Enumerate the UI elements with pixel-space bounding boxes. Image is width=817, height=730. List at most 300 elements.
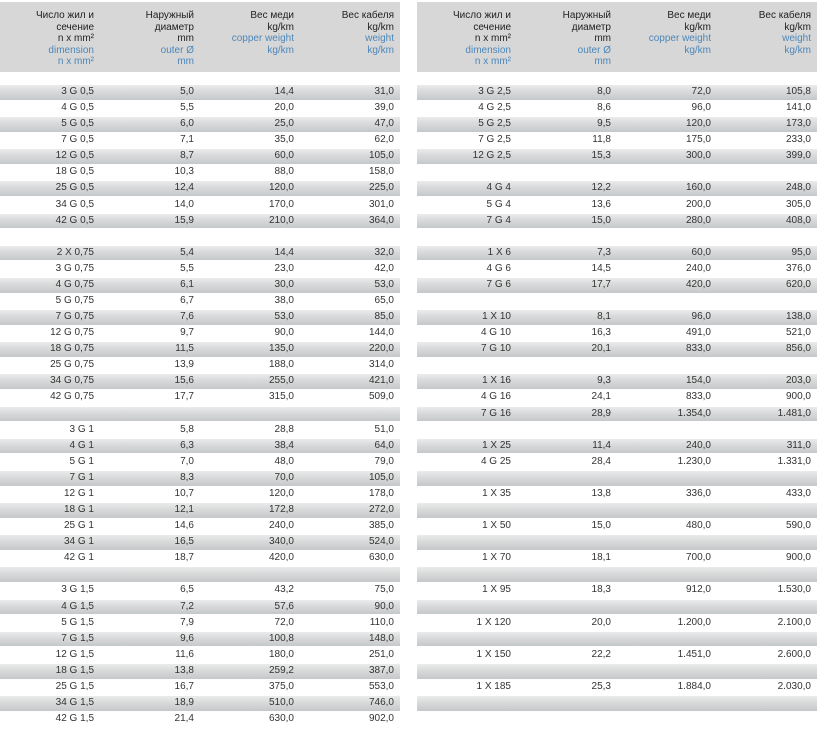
cell-outer-diameter: [517, 664, 617, 679]
cell-dimension: 34 G 1,5: [55, 696, 94, 708]
cell-outer-diameter: 5,5: [180, 262, 194, 274]
header-dimension-ru-line: n x mm²: [474, 33, 511, 44]
header-copper-weight: [200, 10, 300, 72]
cell-outer-diameter: 11,8: [592, 134, 611, 146]
cell-outer-diameter: 16,3: [591, 327, 611, 339]
cell-cable-weight: 85,0: [374, 311, 394, 323]
cell-dimension: 34 G 0,75: [50, 375, 94, 387]
cell-copper-weight: 1.230,0: [677, 455, 711, 467]
cell-outer-diameter: [517, 230, 617, 245]
cell-outer-diameter: 11,5: [175, 343, 194, 355]
cell-cable-weight: 233,0: [785, 134, 811, 146]
cell-outer-diameter: 15,6: [174, 375, 194, 387]
table-row: [417, 149, 817, 164]
table-row: [0, 696, 400, 711]
header-outer-diameter-ru-line: Наружный: [562, 10, 611, 21]
cell-cable-weight: 64,0: [374, 439, 394, 451]
cell-copper-weight: 200,0: [685, 198, 711, 210]
cell-dimension: 3 G 1: [69, 423, 94, 435]
cell-dimension: 1 X 120: [476, 616, 511, 628]
cell-outer-diameter: 16,7: [174, 680, 194, 692]
cell-outer-diameter: 8,0: [597, 86, 611, 97]
cell-copper-weight: 100,8: [268, 632, 294, 644]
spacer-row: [417, 294, 817, 309]
cell-outer-diameter: 13,6: [591, 198, 611, 210]
cell-copper-weight: 336,0: [685, 487, 711, 499]
cell-outer-diameter: [517, 696, 617, 711]
cell-copper-weight: 833,0: [685, 391, 711, 403]
cell-outer-diameter: 10,3: [174, 166, 194, 178]
cell-dimension: 1 X 10: [482, 311, 511, 323]
cell-dimension: [417, 632, 517, 647]
cell-copper-weight: 833,0: [685, 343, 711, 355]
cell-outer-diameter: 13,9: [174, 359, 194, 371]
cell-copper-weight: [617, 294, 717, 309]
table-row: [417, 310, 817, 325]
cell-cable-weight: 31,0: [374, 86, 394, 97]
cell-copper-weight: 170,0: [268, 198, 294, 210]
header-cable-weight-en-line: weight: [365, 33, 394, 44]
table-row: [0, 342, 400, 357]
cell-outer-diameter: 15,9: [174, 214, 194, 226]
table-row: [0, 519, 400, 534]
cell-outer-diameter: 18,3: [591, 584, 611, 596]
cell-cable-weight: [717, 696, 817, 711]
cell-copper-weight: [617, 632, 717, 647]
cell-dimension: 4 G 10: [480, 327, 511, 339]
cell-dimension: 2 X 0,75: [56, 246, 94, 258]
header-outer-diameter-ru-line: mm: [594, 33, 611, 44]
cell-copper-weight: [617, 664, 717, 679]
cell-cable-weight: 225,0: [368, 182, 394, 194]
table-row: [417, 519, 817, 534]
cell-dimension: 3 G 2,5: [478, 86, 511, 97]
table-row: [417, 214, 817, 229]
cell-outer-diameter: [517, 471, 617, 486]
cell-outer-diameter: 7,9: [180, 616, 194, 628]
cell-cable-weight: 314,0: [368, 359, 394, 371]
cell-cable-weight: [717, 535, 817, 550]
cell-dimension: 1 X 6: [487, 246, 511, 258]
cell-copper-weight: 43,2: [274, 584, 294, 596]
cell-dimension: 7 G 1,5: [61, 632, 94, 644]
cell-outer-diameter: 8,3: [180, 471, 194, 483]
cell-dimension: 42 G 1,5: [55, 713, 94, 725]
header-dimension-ru-line: n x mm²: [57, 33, 94, 44]
cell-copper-weight: 280,0: [685, 214, 711, 226]
cell-copper-weight: 88,0: [274, 166, 294, 178]
spacer-row: [417, 600, 817, 615]
cell-outer-diameter: 21,4: [174, 713, 194, 725]
cell-copper-weight: 172,8: [268, 504, 294, 516]
cell-dimension: 18 G 1: [63, 504, 94, 516]
cell-outer-diameter: [517, 503, 617, 518]
cell-copper-weight: 72,0: [274, 616, 294, 628]
cell-copper-weight: [617, 567, 717, 582]
table-row: [417, 117, 817, 132]
cell-outer-diameter: [517, 632, 617, 647]
spacer-row: [417, 664, 817, 679]
cell-copper-weight: 375,0: [268, 680, 294, 692]
table-row: [0, 133, 400, 148]
header-dimension-en-line: dimension: [48, 44, 94, 56]
cell-dimension: [0, 567, 100, 582]
cell-outer-diameter: 7,3: [597, 246, 611, 258]
cell-outer-diameter: [517, 165, 617, 180]
cell-outer-diameter: 12,4: [174, 182, 194, 194]
header-outer-diameter-en-line: outer Ø: [577, 44, 611, 56]
table-row: [0, 278, 400, 293]
cell-cable-weight: 90,0: [374, 600, 394, 612]
cell-dimension: [417, 567, 517, 582]
cell-dimension: 25 G 1: [63, 520, 94, 532]
cell-outer-diameter: 9,6: [180, 632, 194, 644]
cell-outer-diameter: 6,1: [180, 278, 194, 290]
cell-cable-weight: 590,0: [785, 520, 811, 532]
cell-dimension: 12 G 0,75: [50, 327, 94, 339]
header-copper-weight-ru-line: kg/km: [684, 21, 711, 33]
cell-copper-weight: 175,0: [685, 134, 711, 146]
cell-dimension: 25 G 0,5: [55, 182, 94, 194]
cell-dimension: [0, 407, 100, 422]
cell-copper-weight: 510,0: [268, 696, 294, 708]
cell-cable-weight: [717, 712, 817, 727]
cell-dimension: 7 G 4: [486, 214, 511, 226]
cell-copper-weight: [200, 567, 300, 582]
cell-outer-diameter: 9,5: [597, 118, 611, 130]
cell-dimension: 4 G 25: [480, 455, 511, 467]
cell-copper-weight: 1.354,0: [677, 407, 711, 419]
cell-dimension: 42 G 0,5: [55, 214, 94, 226]
cell-cable-weight: 141,0: [785, 102, 811, 114]
cell-cable-weight: [717, 423, 817, 438]
cell-outer-diameter: 20,1: [591, 343, 611, 355]
cell-outer-diameter: 17,7: [591, 278, 611, 290]
cell-dimension: 7 G 0,75: [55, 311, 94, 323]
cell-cable-weight: 62,0: [374, 134, 394, 146]
spacer-row: [0, 567, 400, 582]
cell-dimension: 42 G 0,75: [50, 391, 94, 403]
cell-cable-weight: [717, 471, 817, 486]
cell-dimension: 5 G 1: [69, 455, 94, 467]
table-row: [417, 648, 817, 663]
cell-cable-weight: [717, 230, 817, 245]
cell-dimension: [417, 696, 517, 711]
spacer-row: [417, 230, 817, 245]
cell-dimension: 18 G 1,5: [55, 664, 94, 676]
table-row: [0, 487, 400, 502]
cell-cable-weight: 47,0: [374, 118, 394, 130]
cell-copper-weight: [617, 600, 717, 615]
table-row: [0, 117, 400, 132]
table-row: [0, 535, 400, 550]
cell-dimension: 1 X 35: [482, 487, 511, 499]
cell-cable-weight: 509,0: [368, 391, 394, 403]
cell-outer-diameter: 5,5: [180, 102, 194, 114]
table-body: [417, 85, 817, 728]
header-cable-weight-ru-line: kg/km: [784, 21, 811, 33]
cell-cable-weight: [300, 230, 400, 245]
cell-dimension: [417, 358, 517, 373]
header-copper-weight-ru-line: Вес меди: [250, 10, 294, 21]
cell-outer-diameter: 7,0: [180, 455, 194, 467]
cell-copper-weight: [617, 696, 717, 711]
cell-copper-weight: 240,0: [685, 439, 711, 451]
cell-dimension: 7 G 6: [486, 278, 511, 290]
cell-outer-diameter: 12,1: [174, 504, 194, 516]
cell-outer-diameter: [517, 712, 617, 727]
cell-dimension: 3 G 1,5: [61, 584, 94, 596]
cell-copper-weight: 160,0: [685, 182, 711, 194]
cell-copper-weight: 1.451,0: [677, 648, 711, 660]
cell-outer-diameter: 13,8: [174, 664, 194, 676]
cell-cable-weight: 301,0: [368, 198, 394, 210]
table-row: [0, 648, 400, 663]
header-outer-diameter: [517, 10, 617, 72]
cell-copper-weight: 60,0: [691, 246, 711, 258]
cell-cable-weight: 79,0: [374, 455, 394, 467]
header-outer-diameter-en-line: outer Ø: [160, 44, 194, 56]
table-row: [0, 85, 400, 100]
cell-copper-weight: 35,0: [274, 134, 294, 146]
cell-dimension: 3 G 0,5: [61, 86, 94, 97]
header-cable-weight-en-line: kg/km: [367, 44, 394, 56]
cell-cable-weight: 220,0: [368, 343, 394, 355]
cell-copper-weight: 315,0: [268, 391, 294, 403]
cell-outer-diameter: 24,1: [591, 391, 611, 403]
spacer-row: [417, 423, 817, 438]
table-row: [417, 246, 817, 261]
cell-outer-diameter: 15,3: [591, 150, 611, 162]
table-row: [0, 390, 400, 405]
cell-outer-diameter: 18,9: [174, 696, 194, 708]
cell-cable-weight: 2.600,0: [777, 648, 811, 660]
cell-copper-weight: 70,0: [274, 471, 294, 483]
cell-cable-weight: 248,0: [785, 182, 811, 194]
cell-dimension: 1 X 50: [482, 520, 511, 532]
spacer-row: [0, 407, 400, 422]
cell-copper-weight: 340,0: [268, 536, 294, 548]
cell-outer-diameter: [100, 407, 200, 422]
cell-cable-weight: 620,0: [785, 278, 811, 290]
cell-dimension: 42 G 1: [63, 552, 94, 564]
cell-outer-diameter: 8,6: [597, 102, 611, 114]
cell-outer-diameter: [517, 294, 617, 309]
cell-cable-weight: 421,0: [368, 375, 394, 387]
cell-outer-diameter: 6,0: [180, 118, 194, 130]
cell-dimension: 18 G 0,5: [55, 166, 94, 178]
spacer-row: [417, 567, 817, 582]
table-header: [417, 2, 817, 72]
cell-copper-weight: 912,0: [685, 584, 711, 596]
header-outer-diameter-ru-line: диаметр: [571, 21, 611, 33]
table-row: [417, 262, 817, 277]
cell-dimension: 1 X 95: [482, 584, 511, 596]
cell-dimension: [0, 230, 100, 245]
header-cable-weight-en-line: weight: [782, 33, 811, 44]
cell-dimension: 5 G 2,5: [478, 118, 511, 130]
cell-dimension: [417, 712, 517, 727]
table-header: [0, 2, 400, 72]
cell-dimension: 12 G 1: [63, 487, 94, 499]
cell-dimension: 7 G 0,5: [61, 134, 94, 146]
cell-dimension: [417, 600, 517, 615]
cell-dimension: [417, 294, 517, 309]
cell-copper-weight: 480,0: [685, 520, 711, 532]
cell-copper-weight: 420,0: [268, 552, 294, 564]
cell-cable-weight: [300, 407, 400, 422]
table-row: [0, 294, 400, 309]
cell-cable-weight: [717, 600, 817, 615]
table-row: [0, 616, 400, 631]
cell-copper-weight: [617, 712, 717, 727]
table-row: [0, 712, 400, 727]
cell-dimension: 4 G 6: [486, 262, 511, 274]
cell-cable-weight: 105,0: [368, 150, 394, 162]
cell-cable-weight: 902,0: [368, 713, 394, 725]
cell-dimension: 4 G 1,5: [61, 600, 94, 612]
cell-cable-weight: 408,0: [785, 214, 811, 226]
cell-outer-diameter: 11,4: [592, 439, 611, 451]
cell-dimension: [417, 535, 517, 550]
table-row: [417, 326, 817, 341]
table-row: [417, 390, 817, 405]
cell-outer-diameter: 22,2: [591, 648, 611, 660]
cell-copper-weight: 120,0: [685, 118, 711, 130]
cell-dimension: 7 G 16: [480, 407, 511, 419]
table-row: [0, 583, 400, 598]
cell-dimension: 7 G 2,5: [478, 134, 511, 146]
cell-copper-weight: 48,0: [274, 455, 294, 467]
cell-outer-diameter: 28,4: [591, 455, 611, 467]
cell-cable-weight: 138,0: [785, 311, 811, 323]
table-row: [417, 407, 817, 422]
cell-cable-weight: 387,0: [368, 664, 394, 676]
cell-cable-weight: 39,0: [374, 102, 394, 114]
cell-outer-diameter: 9,7: [180, 327, 194, 339]
header-outer-diameter-ru-line: Наружный: [145, 10, 194, 21]
cell-copper-weight: [617, 358, 717, 373]
header-outer-diameter-ru-line: диаметр: [154, 21, 194, 33]
cell-outer-diameter: 10,7: [174, 487, 194, 499]
cell-dimension: 4 G 2,5: [478, 102, 511, 114]
cell-cable-weight: [717, 664, 817, 679]
cell-copper-weight: [617, 165, 717, 180]
cell-copper-weight: 28,8: [274, 423, 294, 435]
cell-outer-diameter: 12,2: [591, 182, 611, 194]
cell-cable-weight: 203,0: [785, 375, 811, 387]
header-dimension-en-line: n x mm²: [474, 56, 511, 67]
table-row: [0, 423, 400, 438]
table-row: [0, 262, 400, 277]
table-row: [0, 471, 400, 486]
cell-dimension: [417, 503, 517, 518]
cell-cable-weight: 399,0: [785, 150, 811, 162]
cell-cable-weight: 105,0: [368, 471, 394, 483]
cell-dimension: [417, 165, 517, 180]
cell-outer-diameter: 7,6: [180, 311, 194, 323]
cell-cable-weight: 1.331,0: [777, 455, 811, 467]
table-row: [0, 374, 400, 389]
table-row: [417, 487, 817, 502]
header-copper-weight: [617, 10, 717, 72]
table-row: [417, 616, 817, 631]
cell-copper-weight: 38,4: [274, 439, 294, 451]
cell-cable-weight: 32,0: [374, 246, 394, 258]
cell-copper-weight: 240,0: [268, 520, 294, 532]
cell-cable-weight: [717, 632, 817, 647]
cell-cable-weight: 272,0: [368, 504, 394, 516]
cell-outer-diameter: 6,7: [180, 295, 194, 307]
cell-dimension: 25 G 0,75: [50, 359, 94, 371]
table-row: [417, 101, 817, 116]
table-row: [417, 85, 817, 100]
cell-dimension: 4 G 0,5: [61, 102, 94, 114]
cell-cable-weight: 95,0: [791, 246, 811, 258]
header-copper-weight-en-line: copper weight: [231, 33, 294, 44]
header-copper-weight-en-line: copper weight: [648, 33, 711, 44]
cell-copper-weight: [617, 503, 717, 518]
cell-outer-diameter: 25,3: [591, 680, 611, 692]
cell-outer-diameter: [100, 230, 200, 245]
table-row: [0, 149, 400, 164]
cell-copper-weight: 96,0: [691, 102, 711, 114]
cell-cable-weight: 2.100,0: [777, 616, 811, 628]
cell-copper-weight: 120,0: [268, 487, 294, 499]
cell-outer-diameter: 7,1: [180, 134, 194, 146]
cell-outer-diameter: 6,5: [180, 584, 194, 596]
header-cable-weight-ru-line: kg/km: [367, 21, 394, 33]
cell-dimension: 1 X 185: [476, 680, 511, 692]
cell-outer-diameter: 14,6: [174, 520, 194, 532]
cell-dimension: 1 X 16: [482, 375, 511, 387]
cell-copper-weight: 38,0: [274, 295, 294, 307]
header-copper-weight-ru-line: kg/km: [267, 21, 294, 33]
cell-copper-weight: [617, 471, 717, 486]
cell-dimension: 4 G 1: [69, 439, 94, 451]
cell-copper-weight: 180,0: [268, 648, 294, 660]
table-row: [0, 439, 400, 454]
cell-copper-weight: 630,0: [268, 713, 294, 725]
table-row: [0, 326, 400, 341]
header-outer-diameter-en-line: mm: [177, 56, 194, 67]
cell-dimension: 3 G 0,75: [55, 262, 94, 274]
cell-cable-weight: 148,0: [368, 632, 394, 644]
cell-dimension: [417, 471, 517, 486]
header-dimension-en-line: dimension: [465, 44, 511, 56]
cell-cable-weight: 158,0: [368, 166, 394, 178]
cell-cable-weight: 746,0: [368, 696, 394, 708]
header-dimension-ru-line: сечение: [56, 21, 94, 33]
cell-dimension: 4 G 4: [486, 182, 511, 194]
cell-cable-weight: 521,0: [785, 327, 811, 339]
cell-cable-weight: 1.530,0: [777, 584, 811, 596]
table-row: [417, 278, 817, 293]
table-row: [417, 374, 817, 389]
cell-outer-diameter: [517, 567, 617, 582]
cell-copper-weight: [200, 407, 300, 422]
cell-cable-weight: 376,0: [785, 262, 811, 274]
cell-dimension: 1 X 25: [482, 439, 511, 451]
cell-copper-weight: 57,6: [274, 600, 294, 612]
cell-copper-weight: 20,0: [274, 102, 294, 114]
cell-cable-weight: 385,0: [368, 520, 394, 532]
table-row: [0, 181, 400, 196]
cell-outer-diameter: 15,0: [591, 520, 611, 532]
cell-dimension: 7 G 10: [480, 343, 511, 355]
cell-outer-diameter: 7,2: [180, 600, 194, 612]
spacer-row: [417, 471, 817, 486]
